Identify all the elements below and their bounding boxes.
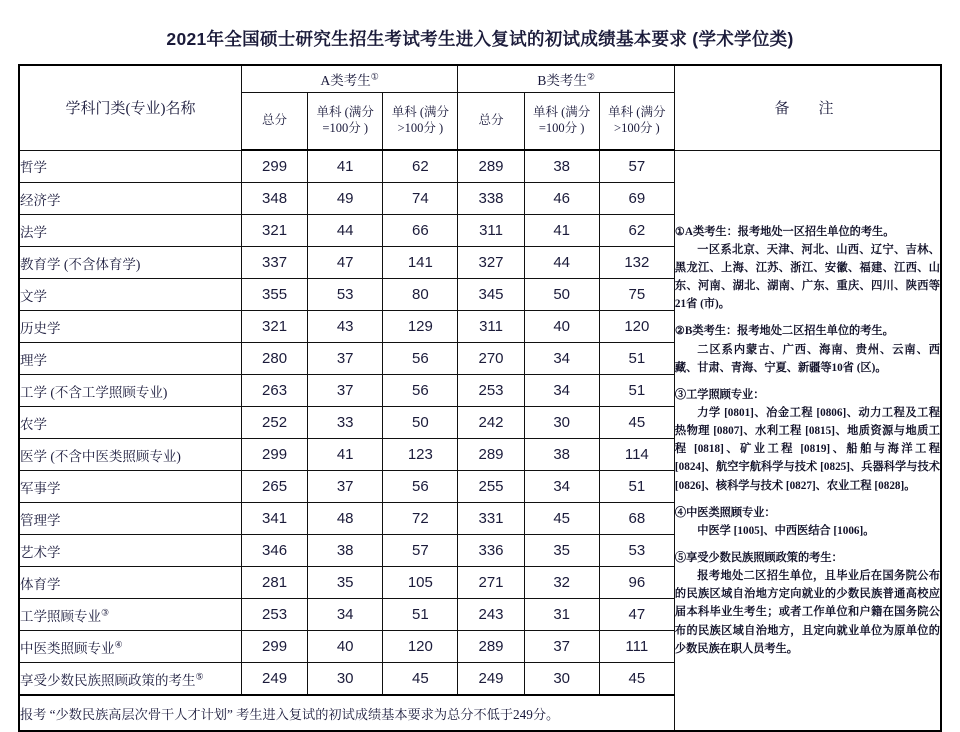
cell-a-gt100: 45 — [383, 663, 458, 696]
cell-b-gt100: 57 — [599, 150, 674, 183]
cell-a-le100: 30 — [308, 663, 383, 696]
header-b-gt100 — [599, 93, 674, 151]
cell-b-gt100: 45 — [599, 663, 674, 696]
page-title: 2021年全国硕士研究生招生考试考生进入复试的初试成绩基本要求 (学术学位类) — [166, 29, 794, 49]
header-group-b — [458, 65, 674, 93]
cell-a-total: 337 — [241, 247, 307, 279]
note-body: 中医学 [1005]、中西医结合 [1006]。 — [697, 524, 875, 537]
cell-b-total: 311 — [458, 215, 524, 247]
row-subject-label: 工学照顾专业 — [20, 608, 101, 624]
cell-a-le100: 37 — [308, 471, 383, 503]
note-body: 一区系北京、天津、河北、山西、辽宁、吉林、黑龙江、上海、江苏、浙江、安徽、福建、江西、山东、河南、湖北、湖南、广东、重庆、四川、陕西等21省 (市)。 — [674, 243, 940, 311]
cell-a-le100: 43 — [308, 311, 383, 343]
cell-a-gt100: 123 — [383, 439, 458, 471]
cell-a-total: 299 — [241, 439, 307, 471]
cell-b-total: 345 — [458, 279, 524, 311]
cell-b-gt100: 53 — [599, 535, 674, 567]
header-group-a-label: A类考生 — [320, 73, 371, 88]
cell-a-gt100: 72 — [383, 503, 458, 535]
header-group-a-sup: ① — [370, 71, 379, 82]
cell-a-le100: 41 — [308, 439, 383, 471]
cell-b-le100: 30 — [524, 407, 599, 439]
header-group-b-label: B类考生 — [537, 73, 587, 88]
cell-b-le100: 45 — [524, 503, 599, 535]
cell-b-le100: 31 — [524, 599, 599, 631]
header-a-gt100-l1: 单科 (满分 — [391, 105, 449, 120]
cell-a-le100: 48 — [308, 503, 383, 535]
note-head: ④中医类照顾专业： — [674, 506, 776, 519]
cell-a-total: 321 — [241, 311, 307, 343]
header-b-gt100-l1: 单科 (满分 — [608, 105, 666, 120]
header-a-le100 — [308, 93, 383, 151]
cell-a-total: 321 — [241, 215, 307, 247]
cell-b-total: 289 — [458, 150, 524, 183]
cell-b-le100: 41 — [524, 215, 599, 247]
note-head: ②B类考生：报考地处二区招生单位的考生。 — [674, 325, 894, 338]
note-block — [675, 223, 940, 314]
score-requirements-table — [18, 64, 942, 732]
cell-b-le100: 40 — [524, 311, 599, 343]
header-remark-label: 备 注 — [774, 101, 841, 118]
header-subject — [19, 65, 241, 150]
row-subject-label: 文学 — [20, 288, 47, 304]
cell-b-gt100: 68 — [599, 503, 674, 535]
note-block — [675, 386, 940, 495]
cell-b-le100: 32 — [524, 567, 599, 599]
row-subject — [19, 183, 241, 215]
header-group-b-sup: ② — [586, 71, 595, 82]
cell-b-gt100: 47 — [599, 599, 674, 631]
cell-b-total: 331 — [458, 503, 524, 535]
cell-b-le100: 50 — [524, 279, 599, 311]
cell-b-le100: 35 — [524, 535, 599, 567]
cell-b-gt100: 51 — [599, 471, 674, 503]
header-a-gt100-l2: >100分 ) — [397, 121, 444, 135]
cell-a-total: 249 — [241, 663, 307, 696]
cell-a-le100: 53 — [308, 279, 383, 311]
header-a-total — [241, 93, 307, 151]
row-subject — [19, 503, 241, 535]
row-subject-label: 历史学 — [20, 320, 61, 336]
table-body — [19, 150, 941, 731]
row-subject — [19, 439, 241, 471]
cell-b-total: 271 — [458, 567, 524, 599]
cell-a-gt100: 56 — [383, 343, 458, 375]
note-block — [675, 549, 940, 658]
cell-b-total: 336 — [458, 535, 524, 567]
cell-a-le100: 38 — [308, 535, 383, 567]
cell-b-le100: 34 — [524, 375, 599, 407]
note-body: 二区系内蒙古、广西、海南、贵州、云南、西藏、甘肃、青海、宁夏、新疆等10省 (区)。 — [674, 343, 940, 374]
remark-notes-cell — [674, 150, 941, 731]
cell-a-gt100: 141 — [383, 247, 458, 279]
cell-a-gt100: 74 — [383, 183, 458, 215]
cell-a-le100: 34 — [308, 599, 383, 631]
header-group-a — [241, 65, 457, 93]
row-subject — [19, 311, 241, 343]
row-subject — [19, 215, 241, 247]
row-subject-label: 享受少数民族照顾政策的考生 — [20, 672, 196, 688]
cell-a-gt100: 56 — [383, 471, 458, 503]
cell-a-le100: 33 — [308, 407, 383, 439]
score-table-container — [18, 64, 942, 732]
cell-a-total: 281 — [241, 567, 307, 599]
cell-b-total: 289 — [458, 439, 524, 471]
row-subject-label: 军事学 — [20, 480, 61, 496]
cell-a-gt100: 129 — [383, 311, 458, 343]
header-b-le100-l2: =100分 ) — [538, 121, 585, 135]
cell-a-le100: 37 — [308, 375, 383, 407]
cell-b-total: 338 — [458, 183, 524, 215]
header-row-groups — [19, 65, 941, 93]
table-row — [19, 150, 941, 183]
cell-a-total: 346 — [241, 535, 307, 567]
cell-b-total: 253 — [458, 375, 524, 407]
cell-a-le100: 49 — [308, 183, 383, 215]
cell-b-le100: 44 — [524, 247, 599, 279]
cell-a-total: 280 — [241, 343, 307, 375]
cell-a-total: 263 — [241, 375, 307, 407]
cell-a-gt100: 51 — [383, 599, 458, 631]
note-head: ①A类考生：报考地处一区招生单位的考生。 — [674, 225, 895, 238]
cell-a-gt100: 80 — [383, 279, 458, 311]
row-subject-label: 哲学 — [20, 160, 47, 176]
cell-b-total: 255 — [458, 471, 524, 503]
row-subject — [19, 247, 241, 279]
cell-b-gt100: 51 — [599, 343, 674, 375]
row-subject-label: 体育学 — [20, 576, 61, 592]
cell-a-gt100: 57 — [383, 535, 458, 567]
row-subject — [19, 599, 241, 631]
cell-a-gt100: 62 — [383, 150, 458, 183]
cell-b-total: 327 — [458, 247, 524, 279]
row-subject — [19, 375, 241, 407]
cell-a-gt100: 50 — [383, 407, 458, 439]
row-subject-label: 工学 (不含工学照顾专业) — [20, 384, 168, 400]
row-subject — [19, 535, 241, 567]
row-subject-sup: ⑤ — [195, 671, 204, 681]
header-b-total — [458, 93, 524, 151]
cell-a-gt100: 105 — [383, 567, 458, 599]
cell-a-total: 348 — [241, 183, 307, 215]
cell-b-le100: 46 — [524, 183, 599, 215]
header-b-le100-l1: 单科 (满分 — [533, 105, 591, 120]
row-subject-label: 教育学 (不含体育学) — [20, 256, 141, 272]
cell-a-total: 299 — [241, 631, 307, 663]
row-subject-label: 农学 — [20, 416, 47, 432]
cell-b-le100: 38 — [524, 439, 599, 471]
row-subject-sup: ③ — [101, 607, 110, 617]
cell-a-le100: 37 — [308, 343, 383, 375]
table-header — [19, 65, 941, 150]
row-subject-label: 艺术学 — [20, 544, 61, 560]
row-subject-label: 管理学 — [20, 512, 61, 528]
note-body: 力学 [0801]、冶金工程 [0806]、动力工程及工程热物理 [0807]、水利工程 [0815]、地质资源与地质工程 [0818]、矿业工程 [0819]、船舶与海洋工程 [0824]、航空宇航科学与技术 [0825]、兵器科学与技术 [0826]、核科学与技术 [0827]、农业工程 [0828]。 — [674, 406, 940, 492]
cell-b-gt100: 132 — [599, 247, 674, 279]
row-subject-label: 法学 — [20, 224, 47, 240]
cell-b-le100: 30 — [524, 663, 599, 696]
row-subject — [19, 279, 241, 311]
row-subject-label: 中医类照顾专业 — [20, 640, 115, 656]
row-subject — [19, 471, 241, 503]
cell-b-gt100: 96 — [599, 567, 674, 599]
cell-a-gt100: 66 — [383, 215, 458, 247]
cell-a-total: 253 — [241, 599, 307, 631]
note-block — [675, 322, 940, 376]
header-a-total-l1: 总分 — [262, 113, 288, 128]
cell-b-total: 311 — [458, 311, 524, 343]
cell-a-gt100: 120 — [383, 631, 458, 663]
cell-a-total: 265 — [241, 471, 307, 503]
row-subject-label: 理学 — [20, 352, 47, 368]
row-subject — [19, 631, 241, 663]
remark-notes-list — [675, 223, 940, 658]
cell-b-total: 249 — [458, 663, 524, 696]
cell-a-total: 341 — [241, 503, 307, 535]
cell-b-le100: 34 — [524, 471, 599, 503]
footer-note: 报考 “少数民族高层次骨干人才计划” 考生进入复试的初试成绩基本要求为总分不低于249分。 — [19, 695, 674, 731]
cell-b-gt100: 114 — [599, 439, 674, 471]
cell-a-le100: 35 — [308, 567, 383, 599]
cell-a-le100: 47 — [308, 247, 383, 279]
cell-b-total: 289 — [458, 631, 524, 663]
cell-b-le100: 37 — [524, 631, 599, 663]
row-subject — [19, 150, 241, 183]
header-b-total-l1: 总分 — [478, 113, 504, 128]
cell-b-total: 242 — [458, 407, 524, 439]
note-body: 报考地处二区招生单位，且毕业后在国务院公布的民族区域自治地方定向就业的少数民族普通高校应届本科毕业生考生；或者工作单位和户籍在国务院公布的民族区域自治地方，且定向就业单位为原单位的少数民族在职人员考生。 — [674, 570, 940, 655]
cell-a-le100: 40 — [308, 631, 383, 663]
note-head: ③工学照顾专业： — [674, 388, 765, 401]
cell-a-le100: 41 — [308, 150, 383, 183]
header-a-gt100 — [383, 93, 458, 151]
cell-b-total: 270 — [458, 343, 524, 375]
note-head: ⑤享受少数民族照顾政策的考生： — [674, 551, 843, 564]
note-block — [675, 504, 940, 540]
header-b-gt100-l2: >100分 ) — [614, 121, 660, 135]
row-subject-label: 经济学 — [20, 192, 61, 208]
cell-b-gt100: 111 — [599, 631, 674, 663]
row-subject-sup: ④ — [114, 639, 123, 649]
cell-a-total: 355 — [241, 279, 307, 311]
header-a-le100-l1: 单科 (满分 — [316, 105, 374, 120]
cell-b-total: 243 — [458, 599, 524, 631]
header-subject-label: 学科门类(专业)名称 — [65, 101, 196, 118]
cell-b-gt100: 120 — [599, 311, 674, 343]
cell-b-gt100: 62 — [599, 215, 674, 247]
header-b-le100 — [524, 93, 599, 151]
cell-b-gt100: 45 — [599, 407, 674, 439]
row-subject-label: 医学 (不含中医类照顾专业) — [20, 448, 181, 464]
cell-a-le100: 44 — [308, 215, 383, 247]
cell-b-gt100: 69 — [599, 183, 674, 215]
row-subject — [19, 343, 241, 375]
header-a-le100-l2: =100分 ) — [322, 121, 368, 135]
row-subject — [19, 567, 241, 599]
row-subject — [19, 407, 241, 439]
row-subject — [19, 663, 241, 696]
cell-a-total: 252 — [241, 407, 307, 439]
cell-b-le100: 38 — [524, 150, 599, 183]
header-remark — [674, 65, 941, 150]
cell-b-le100: 34 — [524, 343, 599, 375]
cell-a-total: 299 — [241, 150, 307, 183]
cell-b-gt100: 51 — [599, 375, 674, 407]
cell-b-gt100: 75 — [599, 279, 674, 311]
cell-a-gt100: 56 — [383, 375, 458, 407]
